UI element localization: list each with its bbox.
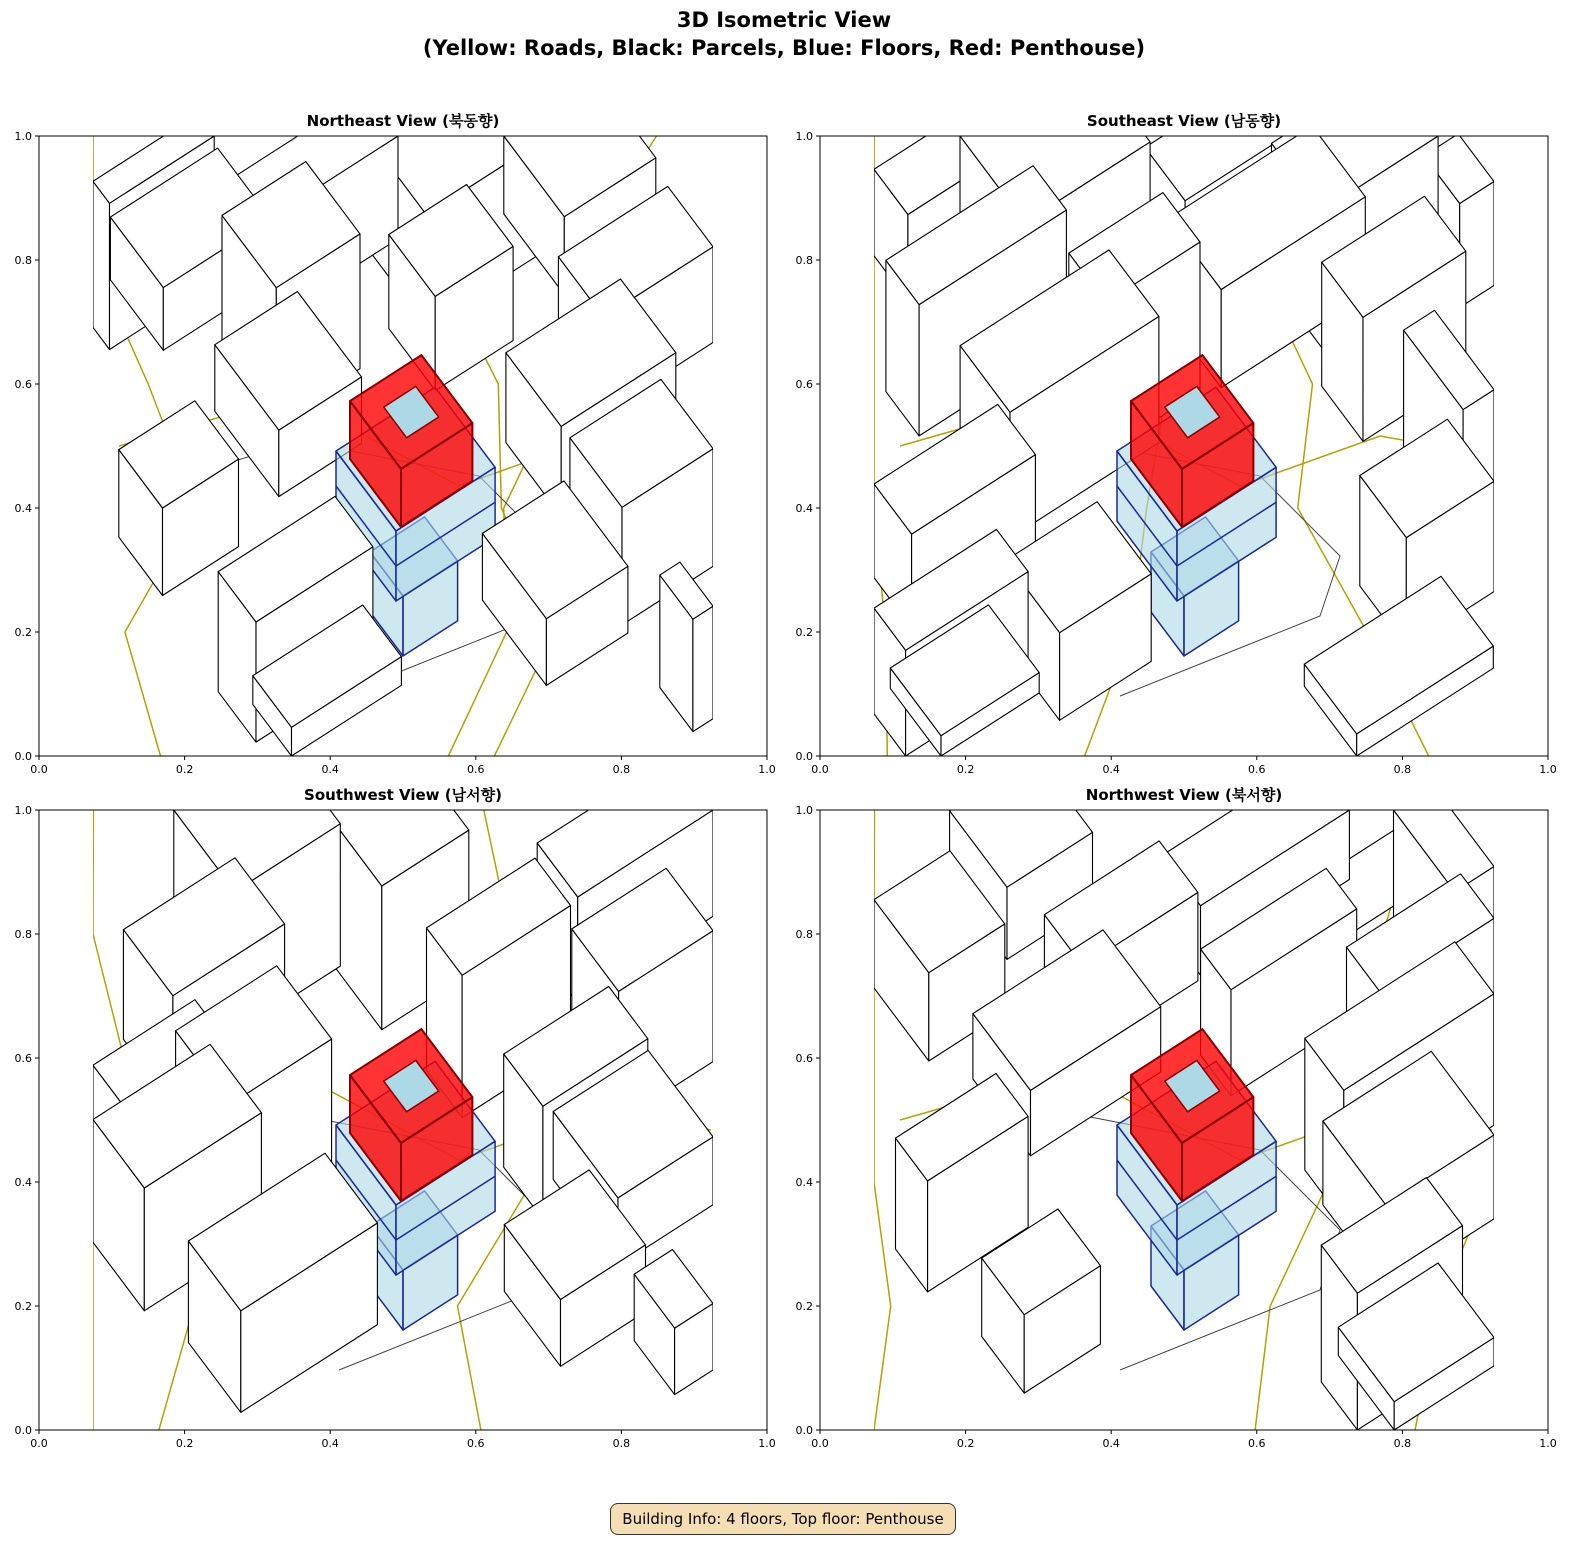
x-tick-label: 0.0 xyxy=(30,763,48,776)
side-face-right xyxy=(693,606,713,731)
y-tick-label: 0.6 xyxy=(14,378,32,391)
y-tick-label: 1.0 xyxy=(14,804,32,817)
x-tick-label: 0.4 xyxy=(321,763,339,776)
y-tick-label: 0.8 xyxy=(14,254,32,267)
axes-panel-2 xyxy=(15,742,776,1450)
x-tick-label: 0.4 xyxy=(1102,763,1120,776)
building-box xyxy=(660,562,713,732)
x-tick-label: 0.6 xyxy=(467,763,485,776)
y-tick-label: 0.0 xyxy=(795,750,813,763)
y-tick-label: 0.4 xyxy=(795,502,813,515)
x-tick-label: 0.2 xyxy=(956,1437,975,1450)
y-tick-label: 0.8 xyxy=(14,928,32,941)
x-tick-label: 0.8 xyxy=(1393,763,1412,776)
x-tick-label: 0.0 xyxy=(811,1437,829,1450)
y-tick-label: 1.0 xyxy=(795,804,813,817)
y-tick-label: 0.0 xyxy=(14,750,32,763)
y-tick-label: 0.4 xyxy=(14,502,32,515)
y-tick-label: 0.8 xyxy=(795,254,813,267)
y-tick-label: 1.0 xyxy=(14,130,32,143)
x-tick-label: 0.0 xyxy=(30,1437,48,1450)
x-tick-label: 0.2 xyxy=(175,763,194,776)
y-tick-label: 0.0 xyxy=(795,1424,813,1437)
plot-area xyxy=(93,742,713,1430)
x-tick-label: 0.4 xyxy=(1102,1437,1120,1450)
x-tick-label: 0.8 xyxy=(612,763,631,776)
y-tick-label: 0.6 xyxy=(795,378,813,391)
x-tick-label: 0.6 xyxy=(1248,763,1266,776)
y-tick-label: 0.2 xyxy=(795,1300,813,1313)
x-tick-label: 0.4 xyxy=(321,1437,339,1450)
panel-title-northeast: Northeast View (북동향) xyxy=(306,112,500,130)
y-tick-label: 0.6 xyxy=(795,1052,813,1065)
title-line-1: 3D Isometric View xyxy=(676,8,892,32)
y-tick-label: 0.2 xyxy=(14,626,32,639)
y-tick-label: 0.8 xyxy=(795,928,813,941)
x-tick-label: 1.0 xyxy=(1539,1437,1557,1450)
y-tick-label: 0.4 xyxy=(14,1176,32,1189)
x-tick-label: 0.0 xyxy=(811,763,829,776)
y-tick-label: 0.4 xyxy=(795,1176,813,1189)
x-tick-label: 0.8 xyxy=(1393,1437,1412,1450)
building-box xyxy=(119,401,239,596)
building-box xyxy=(634,1250,713,1395)
x-tick-label: 0.8 xyxy=(612,1437,631,1450)
y-tick-label: 0.2 xyxy=(14,1300,32,1313)
panel-title-southwest: Southwest View (남서향) xyxy=(304,786,502,804)
y-tick-label: 0.0 xyxy=(14,1424,32,1437)
side-face-left xyxy=(93,181,110,349)
y-tick-label: 1.0 xyxy=(795,130,813,143)
x-tick-label: 1.0 xyxy=(758,1437,776,1450)
plot-area xyxy=(93,62,713,756)
axes-panel-3 xyxy=(796,756,1557,1450)
axes-panel-0 xyxy=(15,62,776,776)
title-line-2: (Yellow: Roads, Black: Parcels, Blue: Floors, Red: Penthouse) xyxy=(422,36,1146,60)
plot-area xyxy=(874,756,1494,1430)
x-tick-label: 0.2 xyxy=(956,763,975,776)
x-tick-label: 1.0 xyxy=(758,763,776,776)
panel-title-northwest: Northwest View (북서향) xyxy=(1085,786,1283,804)
x-tick-label: 0.2 xyxy=(175,1437,194,1450)
y-tick-label: 0.2 xyxy=(795,626,813,639)
axes-panel-1 xyxy=(796,56,1557,777)
panel-title-southeast: Southeast View (남동향) xyxy=(1086,112,1282,130)
plot-area xyxy=(874,56,1494,757)
y-tick-label: 0.6 xyxy=(14,1052,32,1065)
building-info-box: Building Info: 4 floors, Top floor: Penthouse xyxy=(610,1503,956,1535)
x-tick-label: 1.0 xyxy=(1539,763,1557,776)
x-tick-label: 0.6 xyxy=(467,1437,485,1450)
x-tick-label: 0.6 xyxy=(1248,1437,1266,1450)
